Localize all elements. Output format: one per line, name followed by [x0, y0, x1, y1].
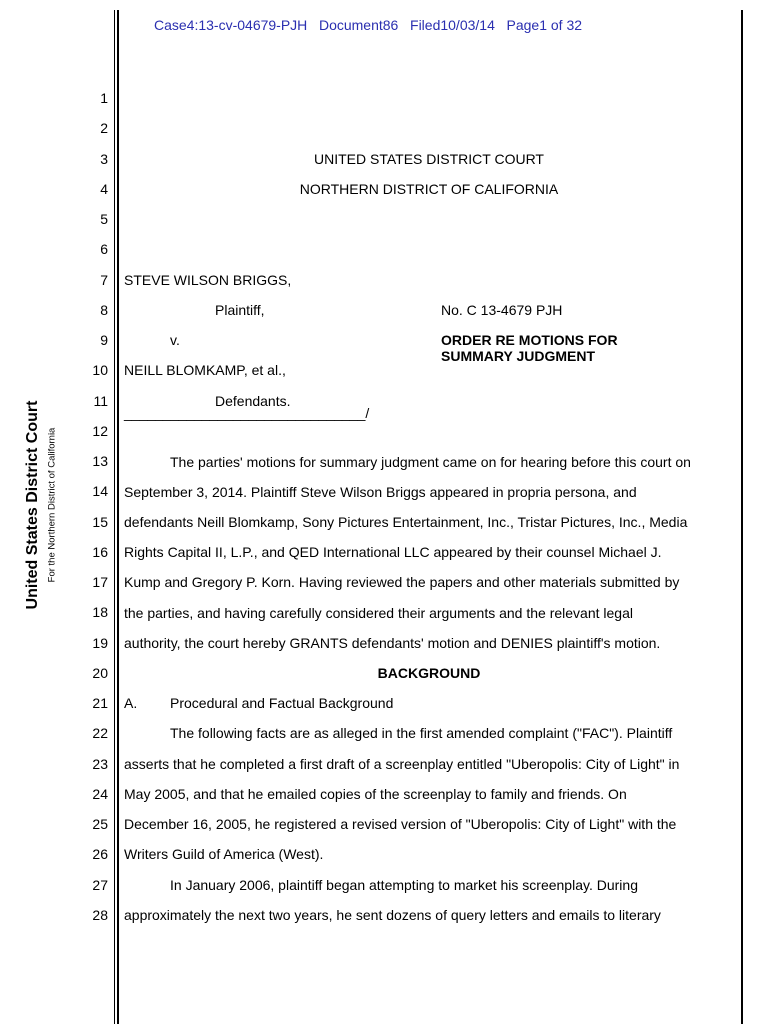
- line-number: 20: [92, 664, 108, 681]
- section-heading: BACKGROUND: [377, 665, 481, 681]
- line-number: 18: [92, 604, 108, 621]
- body-line-18: the parties, and having carefully considered their arguments and the relevant legal: [124, 605, 633, 621]
- line-number: 12: [92, 422, 108, 439]
- line-number: 2: [100, 120, 108, 137]
- line-number: 7: [100, 271, 108, 288]
- body-line-27: In January 2006, plaintiff began attempting to market his screenplay. During: [170, 877, 638, 893]
- subsection-letter: A.: [124, 695, 138, 711]
- body-line-19: authority, the court hereby GRANTS defendants' motion and DENIES plaintiff's motion.: [124, 635, 661, 651]
- line-number: 14: [92, 483, 108, 500]
- line-number: 4: [100, 180, 108, 197]
- line-number: 19: [92, 634, 108, 651]
- line-number: 16: [92, 543, 108, 560]
- line-number: 10: [92, 362, 108, 379]
- left-margin-rule-double: [117, 10, 119, 1024]
- order-title-line-1: ORDER RE MOTIONS FOR: [441, 332, 618, 348]
- line-number: 28: [92, 906, 108, 923]
- body-line-28: approximately the next two years, he sent dozens of query letters and emails to literary: [124, 907, 661, 923]
- line-number: 27: [92, 876, 108, 893]
- body-line-14: September 3, 2014. Plaintiff Steve Wilson Briggs appeared in propria persona, and: [124, 484, 637, 500]
- line-number: 8: [100, 301, 108, 318]
- body-line-13: The parties' motions for summary judgment came on for hearing before this court on: [170, 454, 691, 470]
- court-name: UNITED STATES DISTRICT COURT: [314, 151, 544, 167]
- line-number: 15: [92, 513, 108, 530]
- case-header: Case4:13-cv-04679-PJH Document86 Filed10/03/14 Page1 of 32: [154, 17, 583, 33]
- line-number: 24: [92, 785, 108, 802]
- line-number: 1: [100, 90, 108, 106]
- order-title-line-2: SUMMARY JUDGMENT: [441, 348, 596, 364]
- line-number: 5: [100, 211, 108, 227]
- body-line-15: defendants Neill Blomkamp, Sony Pictures Entertainment, Inc., Tristar Pictures, Inc., Media: [124, 514, 688, 530]
- body-line-22: The following facts are as alleged in the first amended complaint ("FAC"). Plaintiff: [170, 725, 673, 741]
- caption-separator: _______________________________/: [124, 405, 370, 421]
- left-margin-rule: [114, 10, 115, 1024]
- plaintiff-name: STEVE WILSON BRIGGS,: [124, 272, 292, 288]
- court-sidebar-title: United States District Court: [24, 400, 41, 610]
- defendant-name: NEILL BLOMKAMP, et al.,: [124, 362, 286, 378]
- body-line-26: Writers Guild of America (West).: [124, 846, 324, 862]
- defendant-role: Defendants.: [215, 393, 291, 409]
- case-number: No. C 13-4679 PJH: [441, 302, 563, 318]
- line-number: 23: [92, 755, 108, 772]
- line-number: 25: [92, 816, 108, 832]
- line-number: 6: [100, 241, 108, 258]
- court-sidebar-subtitle: For the Northern District of California: [46, 427, 58, 583]
- body-line-23: asserts that he completed a first draft of a screenplay entitled "Uberopolis: City of Light" in: [124, 756, 680, 772]
- body-line-25: December 16, 2005, he registered a revised version of "Uberopolis: City of Light" with the: [124, 816, 677, 832]
- body-line-16: Rights Capital II, L.P., and QED International LLC appeared by their counsel Michael J.: [124, 544, 662, 560]
- line-number: 21: [92, 695, 108, 711]
- subsection-title: Procedural and Factual Background: [170, 695, 394, 711]
- versus: v.: [170, 332, 180, 348]
- district-name: NORTHERN DISTRICT OF CALIFORNIA: [299, 181, 559, 197]
- body-line-24: May 2005, and that he emailed copies of the screenplay to family and friends. On: [124, 786, 627, 802]
- line-number: 9: [100, 332, 108, 348]
- line-number: 11: [93, 392, 108, 409]
- line-number: 13: [92, 453, 108, 469]
- right-margin-rule: [741, 10, 743, 1024]
- line-number: 26: [92, 846, 108, 863]
- line-number: 3: [100, 150, 108, 167]
- line-number: 22: [92, 725, 108, 742]
- body-line-17: Kump and Gregory P. Korn. Having reviewed the papers and other materials submitted by: [124, 574, 680, 590]
- line-number: 17: [92, 574, 108, 590]
- plaintiff-role: Plaintiff,: [215, 302, 265, 318]
